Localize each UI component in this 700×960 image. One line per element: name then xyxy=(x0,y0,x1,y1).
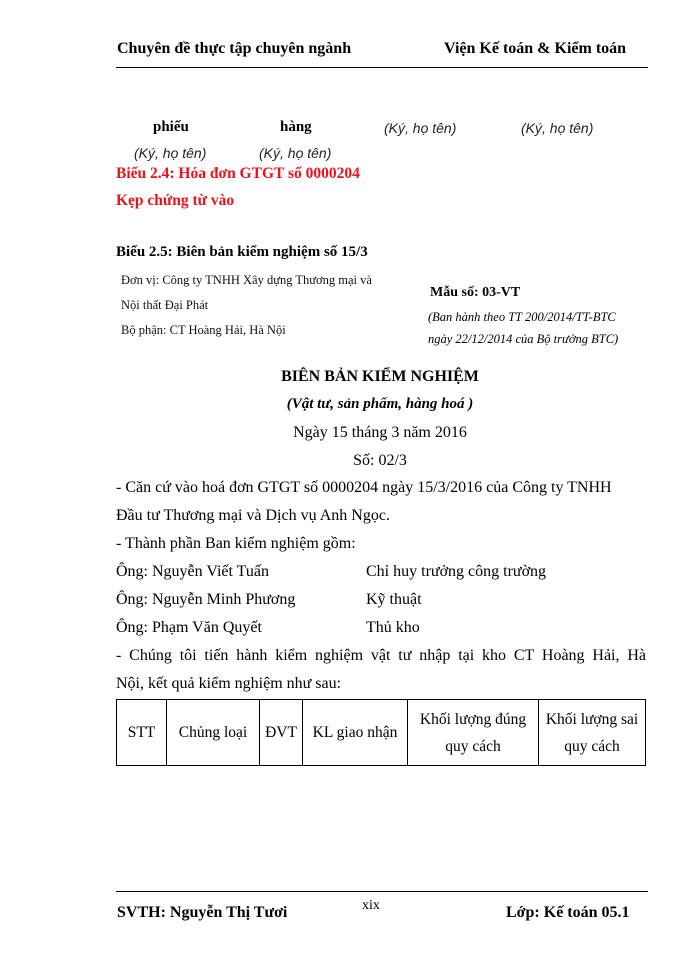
form-code: Mẫu số: 03-VT xyxy=(430,285,521,300)
para-3-line-2: Nội, kết quả kiểm nghiệm như sau: xyxy=(116,675,342,692)
signature-label-1: phiếu xyxy=(153,119,189,135)
form-note-2: ngày 22/12/2014 của Bộ trưởng BTC) xyxy=(428,332,619,346)
bieu-2-4-note: Kẹp chứng từ vào xyxy=(116,192,235,209)
table-header-cell: STT xyxy=(117,700,167,766)
form-note-1: (Ban hành theo TT 200/2014/TT-BTC xyxy=(428,310,616,324)
member-role: Chỉ huy trưởng công trường xyxy=(366,563,547,580)
table-header-cell: ĐVT xyxy=(260,700,303,766)
org-line-2: Nội thất Đại Phát xyxy=(121,298,209,312)
signature-note-1: (Ký, họ tên) xyxy=(134,145,207,161)
page-number: xix xyxy=(362,898,380,913)
table-header-row xyxy=(117,700,646,766)
member-name: Ông: Phạm Văn Quyết xyxy=(116,619,262,636)
signature-label-2: hàng xyxy=(280,119,312,135)
signature-note-2: (Ký, họ tên) xyxy=(259,145,332,161)
footer-left: SVTH: Nguyễn Thị Tươi xyxy=(117,904,288,921)
doc-number: Số: 02/3 xyxy=(353,452,407,469)
bieu-2-4-title: Biểu 2.4: Hóa đơn GTGT số 0000204 xyxy=(116,165,360,182)
inspection-table xyxy=(116,699,646,766)
table-header-cell: Khối lượng sai quy cách xyxy=(539,700,646,766)
bieu-2-5-title: Biểu 2.5: Biên bản kiểm nghiệm số 15/3 xyxy=(116,244,368,260)
para-2: - Thành phần Ban kiểm nghiệm gồm: xyxy=(116,535,356,552)
table-header-cell: Khối lượng đúng quy cách xyxy=(408,700,539,766)
member-name: Ông: Nguyễn Viết Tuấn xyxy=(116,563,269,580)
doc-subtitle: (Vật tư, sản phẩm, hàng hoá ) xyxy=(286,396,474,412)
para-1-line-1: - Căn cứ vào hoá đơn GTGT số 0000204 ngày 15/3/2016 của Công ty TNHH xyxy=(116,479,612,496)
doc-title: BIÊN BẢN KIỂM NGHIỆM xyxy=(281,368,479,385)
header-left: Chuyên đề thực tập chuyên ngành xyxy=(117,40,352,57)
org-line-3: Bộ phận: CT Hoàng Hải, Hà Nội xyxy=(121,323,286,337)
footer-right: Lớp: Kế toán 05.1 xyxy=(506,904,630,921)
header-right: Viện Kế toán & Kiểm toán xyxy=(444,40,627,57)
member-name: Ông: Nguyễn Minh Phương xyxy=(116,591,296,608)
footer-rule xyxy=(116,891,648,892)
header-rule xyxy=(116,67,648,68)
table-header-cell: Chủng loại xyxy=(167,700,260,766)
para-1-line-2: Đầu tư Thương mại và Dịch vụ Anh Ngọc. xyxy=(116,507,390,524)
member-role: Kỹ thuật xyxy=(366,591,422,608)
signature-note-4: (Ký, họ tên) xyxy=(521,120,594,136)
org-line-1: Đơn vị: Công ty TNHH Xây dựng Thương mại và xyxy=(121,273,372,287)
para-3-line-1: - Chúng tôi tiến hành kiểm nghiệm vật tư nhập tại kho CT Hoàng Hải, Hà xyxy=(116,647,646,664)
doc-date: Ngày 15 tháng 3 năm 2016 xyxy=(293,424,467,441)
table-header-cell: KL giao nhận xyxy=(303,700,408,766)
signature-note-3: (Ký, họ tên) xyxy=(384,120,457,136)
member-role: Thủ kho xyxy=(366,619,420,636)
